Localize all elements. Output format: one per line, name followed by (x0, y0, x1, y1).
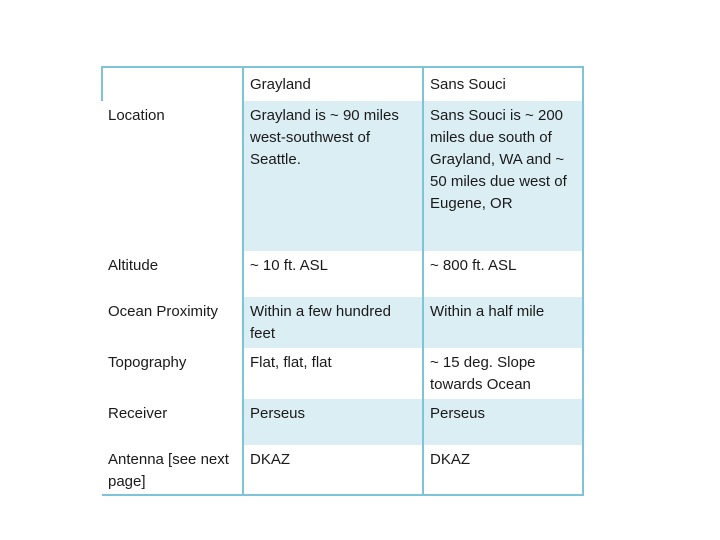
row-label-antenna: Antenna [see next page] (102, 445, 243, 495)
header-grayland: Grayland (243, 67, 423, 101)
cell-grayland-ocean-proximity: Within a few hundred feet (243, 297, 423, 348)
cell-sans-souci-topography: ~ 15 deg. Slope towards Ocean (423, 348, 583, 399)
row-label-ocean-proximity: Ocean Proximity (102, 297, 243, 348)
table-header-row (102, 67, 583, 101)
cell-grayland-altitude: ~ 10 ft. ASL (243, 251, 423, 297)
comparison-table (101, 66, 584, 496)
row-label-receiver: Receiver (102, 399, 243, 445)
cell-sans-souci-antenna: DKAZ (423, 445, 583, 495)
cell-grayland-location: Grayland is ~ 90 miles west-southwest of Seattle. (243, 101, 423, 251)
cell-sans-souci-ocean-proximity: Within a half mile (423, 297, 583, 348)
header-sans-souci: Sans Souci (423, 67, 583, 101)
cell-sans-souci-receiver: Perseus (423, 399, 583, 445)
cell-sans-souci-location: Sans Souci is ~ 200 miles due south of Grayland, WA and ~ 50 miles due west of Eugene, OR (423, 101, 583, 251)
row-label-location: Location (102, 101, 243, 251)
row-label-topography: Topography (102, 348, 243, 399)
header-empty-cell (102, 67, 243, 101)
cell-grayland-receiver: Perseus (243, 399, 423, 445)
table-row-receiver (102, 399, 583, 445)
table-row-antenna (102, 445, 583, 495)
table-row-altitude (102, 251, 583, 297)
cell-grayland-topography: Flat, flat, flat (243, 348, 423, 399)
table-row-topography (102, 348, 583, 399)
table-row-ocean-proximity (102, 297, 583, 348)
row-label-altitude: Altitude (102, 251, 243, 297)
cell-sans-souci-altitude: ~ 800 ft. ASL (423, 251, 583, 297)
table-row-location (102, 101, 583, 251)
cell-grayland-antenna: DKAZ (243, 445, 423, 495)
